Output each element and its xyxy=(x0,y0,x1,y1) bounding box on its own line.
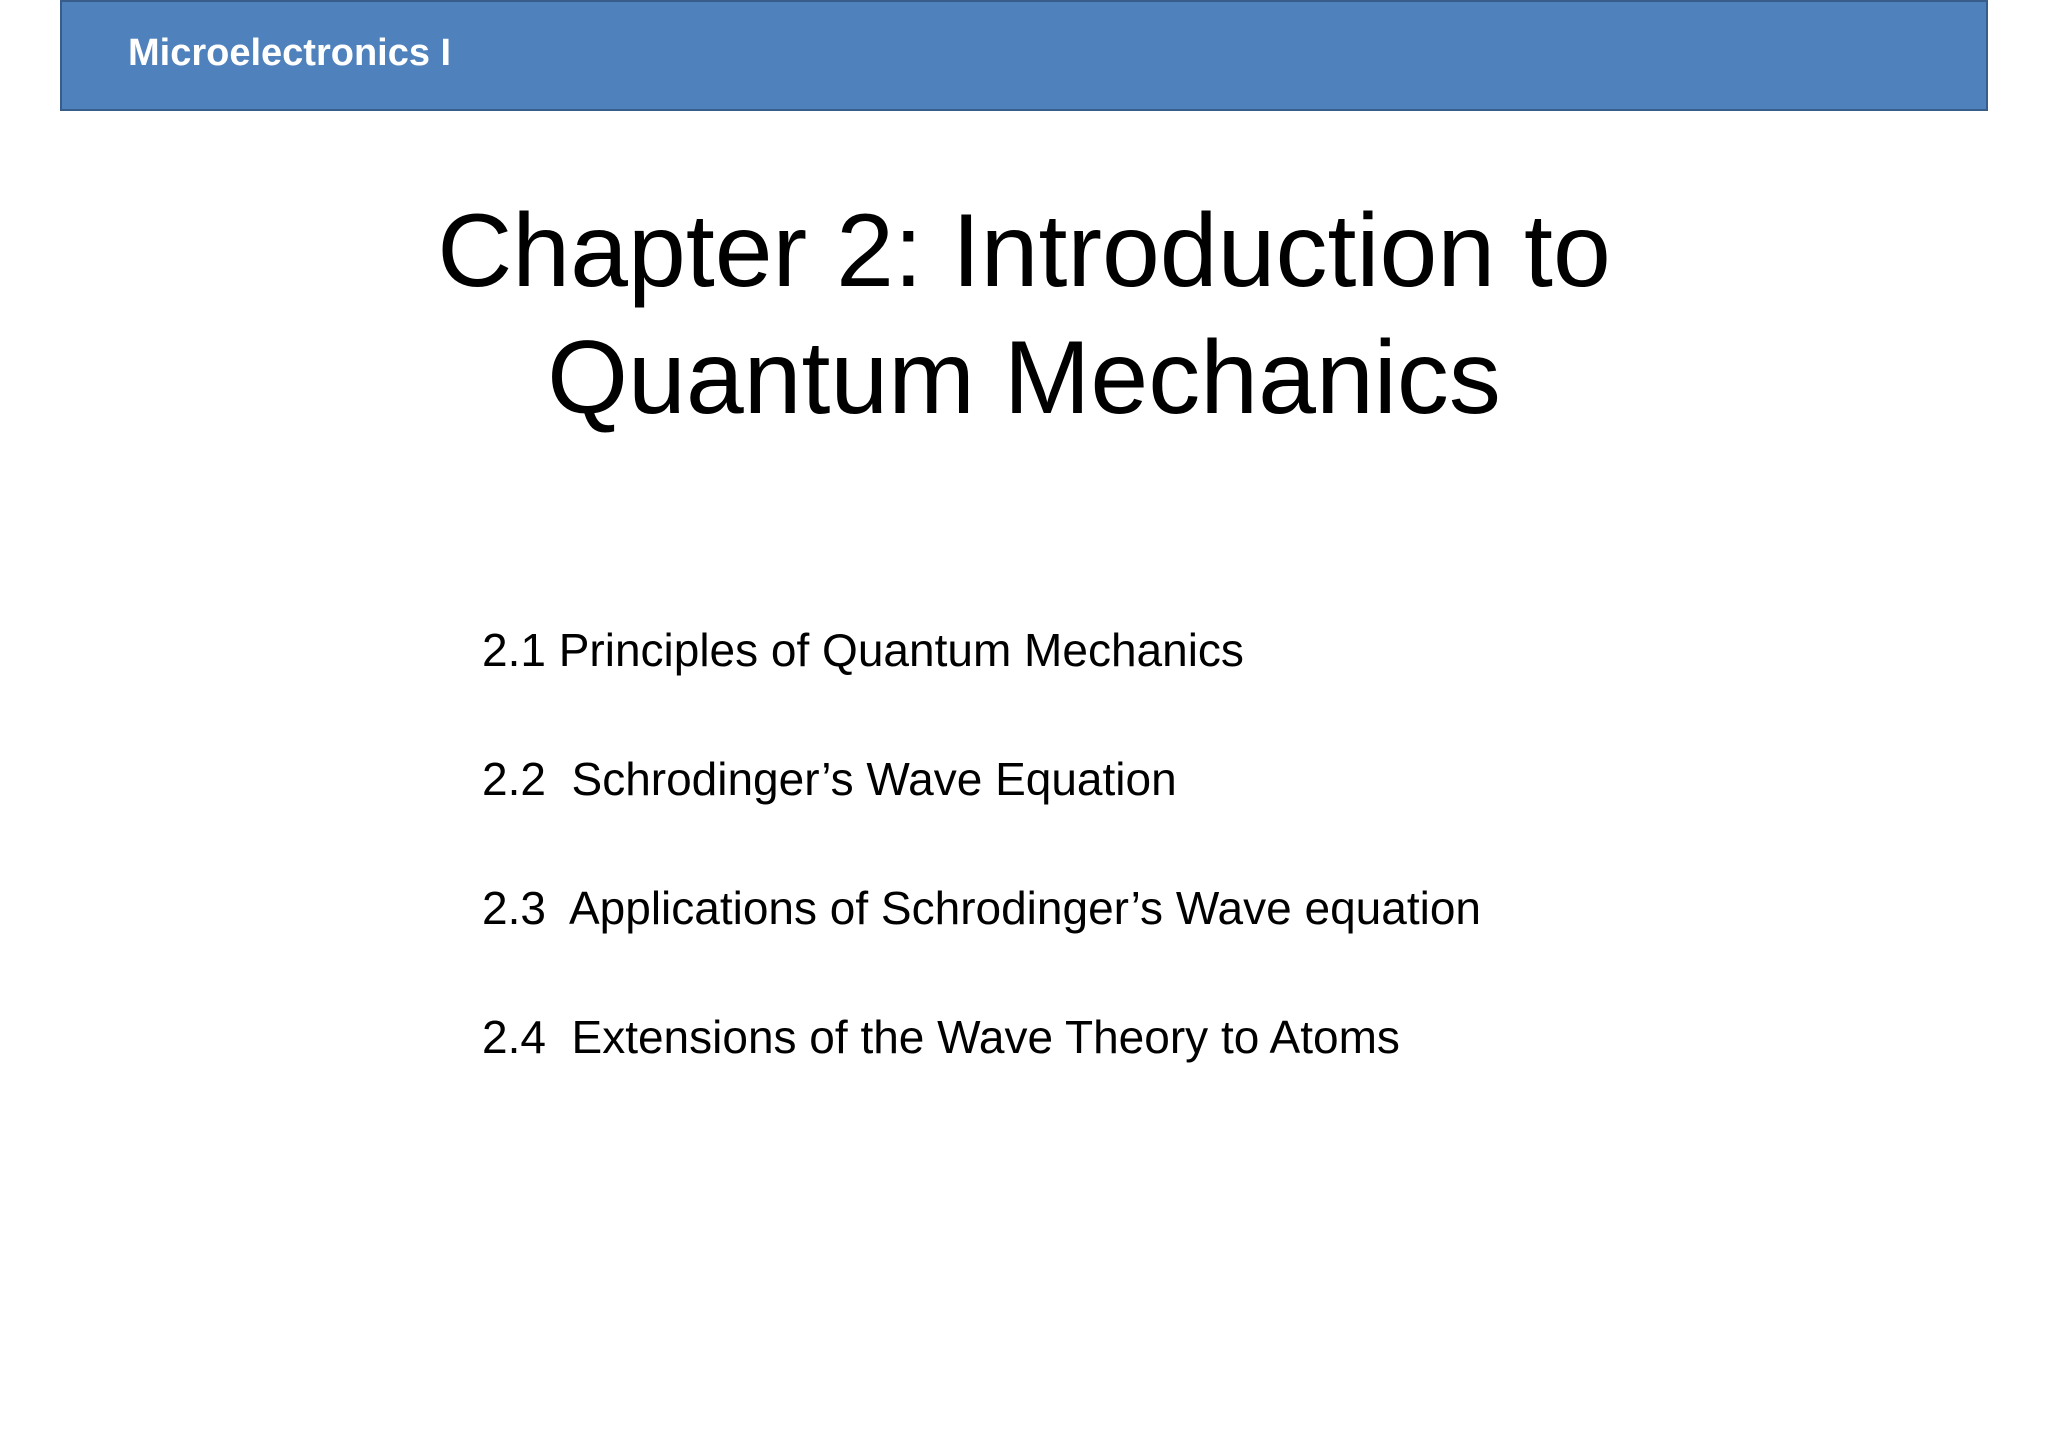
section-list xyxy=(482,622,1481,1138)
course-title: Microelectronics I xyxy=(128,32,452,74)
slide-title-line-1: Chapter 2: Introduction to xyxy=(437,193,1611,309)
section-item: 2.4 Extensions of the Wave Theory to Atoms xyxy=(482,1011,1400,1063)
header-bar xyxy=(60,0,1988,111)
section-item: 2.3 Applications of Schrodinger’s Wave equation xyxy=(482,882,1481,934)
section-item: 2.2 Schrodinger’s Wave Equation xyxy=(482,753,1177,805)
slide-title-line-2: Quantum Mechanics xyxy=(547,320,1501,436)
slide-title xyxy=(0,188,2048,442)
section-item: 2.1 Principles of Quantum Mechanics xyxy=(482,624,1244,676)
